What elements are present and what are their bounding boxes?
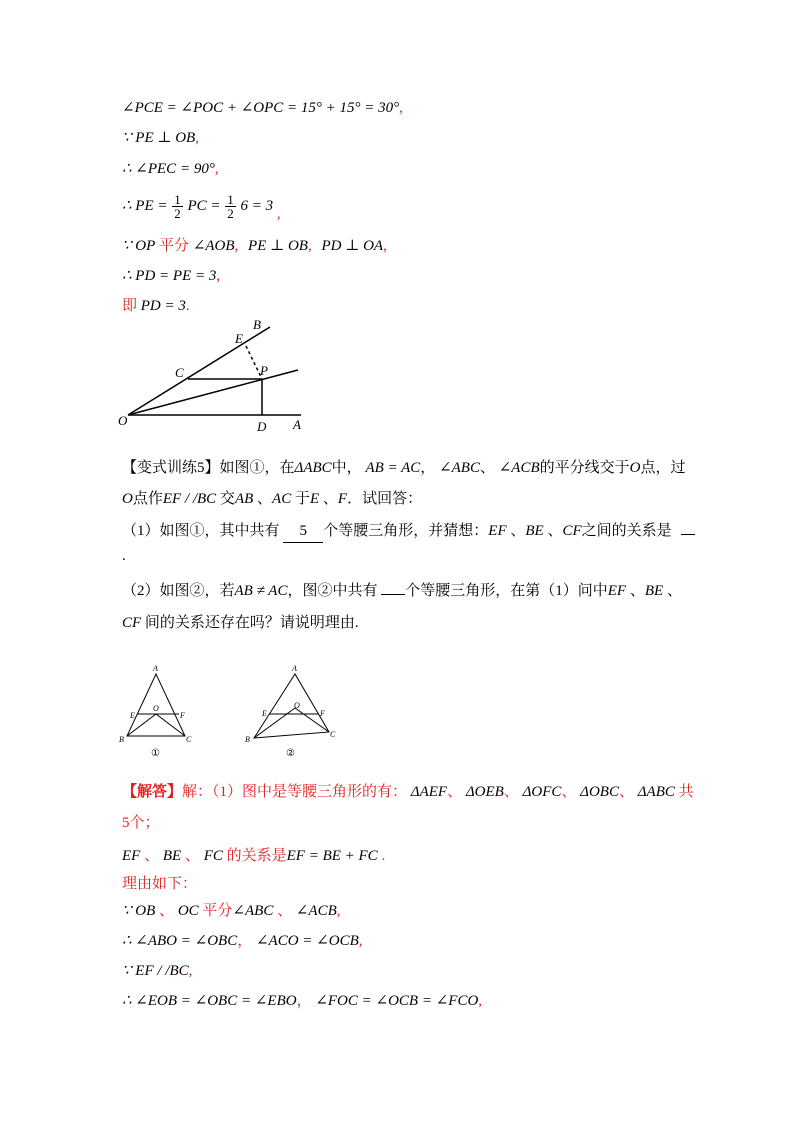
answer-label: 【解答】 bbox=[122, 784, 183, 800]
punct: , bbox=[399, 100, 403, 116]
answer-line-6: ∴ ∠ABO = ∠OBC， ∠ACO = ∠OCB, bbox=[122, 933, 363, 949]
label-B: B bbox=[253, 317, 261, 332]
figure-caption: ② bbox=[286, 748, 295, 759]
figure-angle-bisector bbox=[115, 315, 315, 435]
math: 6 = 3 bbox=[240, 198, 274, 214]
text: 平分 bbox=[159, 238, 190, 254]
line-2 bbox=[122, 127, 199, 149]
problem-title: 【变式训练5】 bbox=[122, 460, 220, 476]
label-C: C bbox=[330, 730, 336, 739]
figure-caption: ① bbox=[151, 748, 160, 759]
math: ∴ PD = PE = 3 bbox=[122, 268, 217, 284]
label-A: A bbox=[293, 417, 301, 432]
label-E: E bbox=[262, 709, 267, 718]
label-O: O bbox=[294, 701, 300, 710]
label-A: A bbox=[153, 664, 158, 673]
label-B: B bbox=[119, 735, 124, 744]
line-4 bbox=[122, 190, 281, 222]
punct: , bbox=[276, 206, 281, 222]
label-E: E bbox=[130, 711, 135, 720]
label-C: C bbox=[175, 365, 184, 380]
label-O: O bbox=[153, 704, 159, 713]
line-5 bbox=[122, 235, 387, 257]
math: PD ⊥ OA bbox=[321, 238, 384, 254]
punct: . bbox=[185, 298, 190, 314]
problem-line-3: （1）如图①，其中共有 5 个等腰三角形，并猜想：EF 、BE 、CF之间的关系是 bbox=[122, 520, 695, 543]
line-6 bbox=[122, 265, 220, 287]
answer-blank bbox=[381, 594, 405, 595]
answer-line-2: 5个； bbox=[122, 815, 160, 831]
punct: , bbox=[195, 130, 199, 146]
answer-blank bbox=[681, 534, 695, 535]
label-F: F bbox=[320, 709, 325, 718]
line-3 bbox=[122, 158, 219, 180]
answer-blank: 5 bbox=[283, 520, 323, 543]
text: 即 bbox=[122, 298, 138, 314]
answer-line-7: ∵ EF / /BC, bbox=[122, 963, 193, 979]
punct: , bbox=[234, 238, 239, 254]
math: ∠AOB bbox=[192, 238, 235, 254]
punct: , bbox=[214, 161, 219, 177]
label-C: C bbox=[186, 735, 192, 744]
label-A: A bbox=[292, 664, 297, 673]
problem-line-2: O点作EF / /BC 交AB 、AC 于E 、F．试回答： bbox=[122, 491, 423, 507]
problem-line-3b: . bbox=[122, 548, 126, 564]
math: ∠PCE = ∠POC + ∠OPC = 15° + 15° = 30° bbox=[122, 100, 400, 116]
line-7 bbox=[122, 295, 190, 317]
math: PE ⊥ OB bbox=[248, 238, 308, 254]
problem-line-4: （2）如图②，若AB ≠ AC，图②中共有 个等腰三角形，在第（1）问中EF 、BE 、 bbox=[122, 583, 682, 599]
answer-line-8: ∴ ∠EOB = ∠OBC = ∠EBO， ∠FOC = ∠OCB = ∠FCO, bbox=[122, 993, 483, 1009]
label-F: F bbox=[180, 711, 185, 720]
problem-line-1: 【变式训练5】如图①，在ΔABC中， AB = AC， ∠ABC、 ∠ACB的平分线交于O点，过 bbox=[122, 460, 686, 476]
figure-isosceles-triangle bbox=[115, 660, 200, 760]
math: ∴ ∠PEC = 90° bbox=[122, 161, 215, 177]
label-E: E bbox=[235, 331, 243, 346]
answer-line-3: EF 、 BE 、 FC 的关系是EF = BE + FC . bbox=[122, 848, 386, 864]
math: ∵ OP bbox=[122, 238, 156, 254]
answer-line-4: 理由如下： bbox=[122, 876, 198, 892]
punct: , bbox=[307, 238, 312, 254]
math: ∴ PE = bbox=[122, 198, 168, 214]
fraction: $\frac{1}{2}$ bbox=[174, 192, 181, 222]
label-B: B bbox=[245, 735, 250, 744]
answer-line-5: ∵ OB 、 OC 平分∠ABC 、 ∠ACB, bbox=[122, 903, 341, 919]
answer-line-1: 【解答】解：（1）图中是等腰三角形的有： ΔAEF、 ΔOEB、 ΔOFC、 ΔOBC、 ΔABC 共 bbox=[122, 784, 694, 800]
label-O: O bbox=[118, 413, 128, 428]
math: ∵ PE ⊥ OB bbox=[122, 130, 196, 146]
figure-scalene-triangle bbox=[238, 660, 338, 760]
label-D: D bbox=[257, 419, 267, 434]
label-P: P bbox=[260, 363, 268, 378]
math: PC = bbox=[187, 198, 221, 214]
punct: , bbox=[216, 268, 221, 284]
line-1 bbox=[122, 97, 403, 119]
problem-line-5: CF 间的关系还存在吗？请说明理由. bbox=[122, 615, 359, 631]
fraction: $\frac{1}{2}$ bbox=[227, 192, 234, 222]
punct: , bbox=[383, 238, 387, 254]
math: PD = 3 bbox=[140, 298, 186, 314]
